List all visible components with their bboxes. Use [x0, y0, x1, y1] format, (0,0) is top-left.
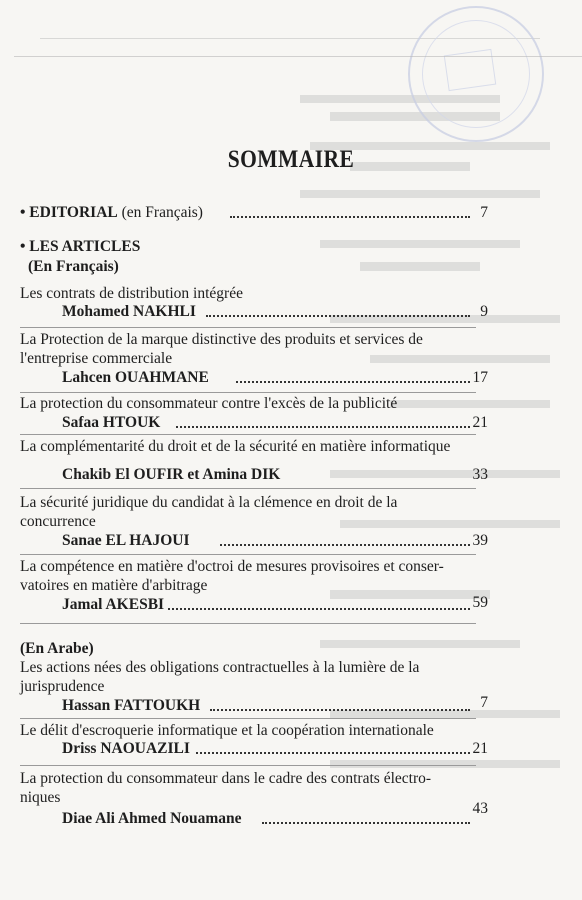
entry-title: Les actions nées des obligations contractuelles à la lumière de la — [20, 659, 420, 676]
dot-leader — [220, 544, 470, 546]
dot-leader — [168, 608, 470, 610]
articles-heading: • LES ARTICLES — [20, 238, 141, 255]
entry-title: La Protection de la marque distinctive des produits et services de — [20, 331, 423, 348]
entry-title-cont: jurisprudence — [20, 678, 105, 695]
page-number: 17 — [472, 369, 488, 386]
entry-author: Mohamed NAKHLI — [62, 303, 196, 320]
editorial-note: (en Français) — [121, 204, 203, 221]
editorial-label: • EDITORIAL — [20, 204, 118, 221]
dot-leader — [206, 315, 470, 317]
divider — [20, 392, 476, 393]
entry-title: La compétence en matière d'octroi de mesures provisoires et conser- — [20, 558, 444, 575]
page-title: SOMMAIRE — [227, 146, 355, 173]
entry-author: Jamal AKESBI — [62, 596, 165, 613]
divider — [20, 718, 476, 719]
entry-author: Diae Ali Ahmed Nouamane — [62, 810, 242, 827]
entry-author: Safaa HTOUK — [62, 414, 161, 431]
divider — [20, 765, 476, 766]
page-number: 7 — [480, 694, 488, 711]
entry-title: La protection du consommateur contre l'excès de la publicité — [20, 395, 398, 412]
entry-title: La sécurité juridique du candidat à la clémence en droit de la — [20, 494, 398, 511]
dot-leader — [196, 752, 470, 754]
dot-leader — [230, 216, 470, 218]
articles-subheading: (En Français) — [28, 258, 119, 275]
entry-author: Hassan FATTOUKH — [62, 697, 201, 714]
page-number: 39 — [472, 532, 488, 549]
page-number: 7 — [480, 204, 488, 221]
entry-author: Driss NAOUAZILI — [62, 740, 190, 757]
arabic-heading: (En Arabe) — [20, 640, 94, 657]
dot-leader — [210, 709, 470, 711]
divider — [20, 488, 476, 489]
page-number: 59 — [472, 594, 488, 611]
entry-title-cont: l'entreprise commerciale — [20, 350, 173, 367]
header-rule — [14, 56, 582, 57]
entry-title-cont: concurrence — [20, 513, 96, 530]
entry-title-cont: vatoires en matière d'arbitrage — [20, 577, 208, 594]
page-number: 21 — [472, 414, 488, 431]
dot-leader — [236, 381, 470, 383]
divider — [20, 623, 476, 624]
entry-title: La complémentarité du droit et de la sécurité en matière informatique — [20, 438, 451, 455]
entry-author: Sanae EL HAJOUI — [62, 532, 190, 549]
entry-title: La protection du consommateur dans le cadre des contrats électro- — [20, 770, 432, 787]
entry-author: Lahcen OUAHMANE — [62, 369, 209, 386]
page-number: 9 — [480, 303, 488, 320]
page-number: 33 — [472, 466, 488, 483]
divider — [20, 554, 476, 555]
entry-title: Les contrats de distribution intégrée — [20, 285, 243, 302]
divider — [20, 327, 476, 328]
dot-leader — [262, 822, 470, 824]
page-number: 43 — [472, 800, 488, 817]
dot-leader — [176, 426, 470, 428]
divider — [20, 434, 476, 435]
library-stamp — [408, 6, 544, 142]
editorial-entry — [20, 204, 203, 222]
page-number: 21 — [472, 740, 488, 757]
entry-author: Chakib El OUFIR et Amina DIK — [62, 466, 281, 483]
entry-title: Le délit d'escroquerie informatique et la coopération internationale — [20, 722, 434, 739]
entry-title-cont: niques — [20, 789, 61, 806]
